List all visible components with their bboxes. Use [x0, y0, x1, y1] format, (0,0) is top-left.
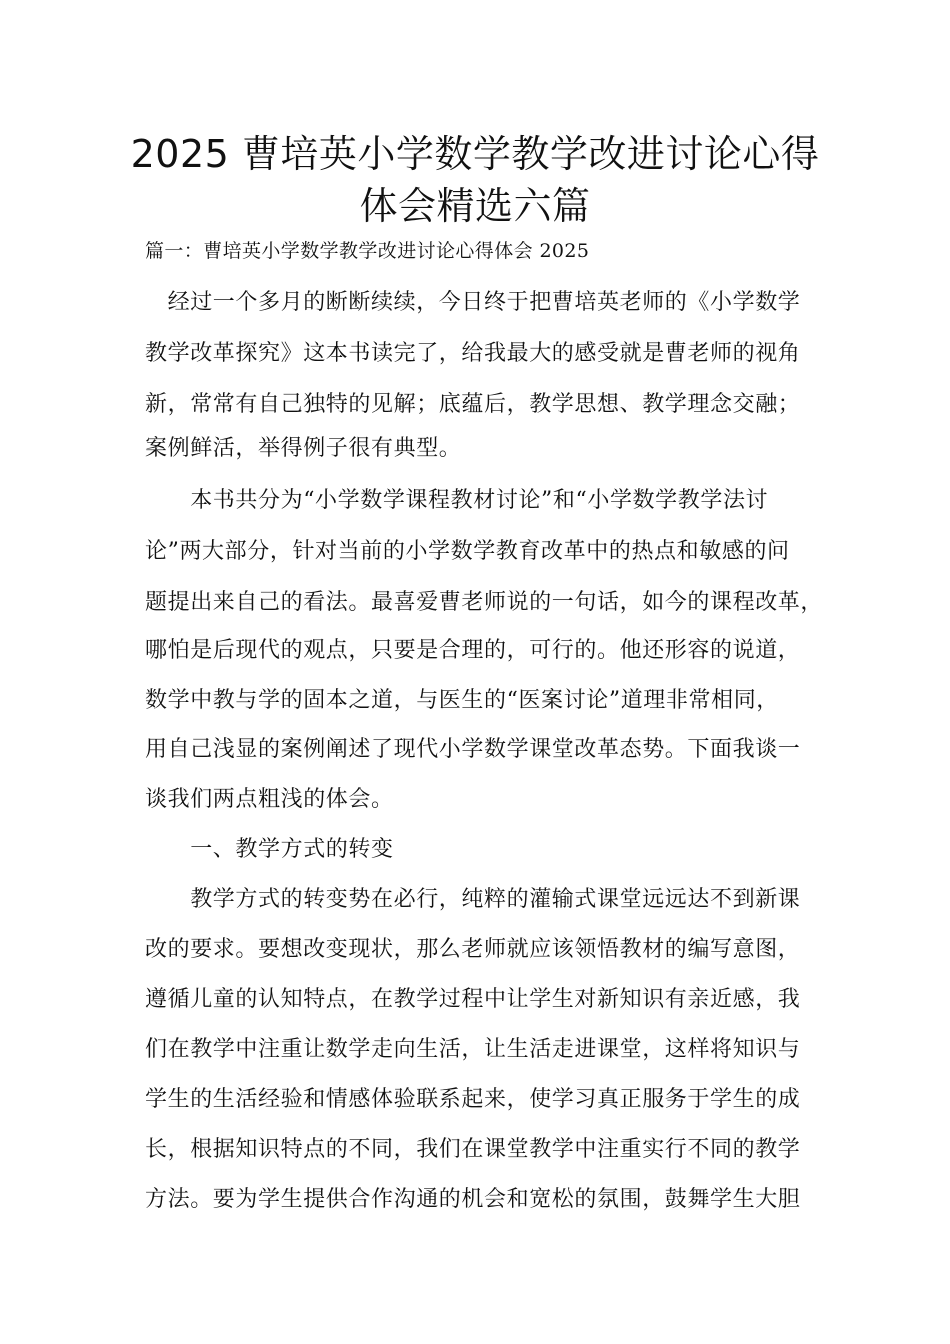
- paragraph-line: 学生的生活经验和情感体验联系起来，使学习真正服务于学生的成: [145, 1087, 801, 1112]
- paragraph-line: 经过一个多月的断断续续，今日终于把曹培英老师的《小学数学: [145, 290, 801, 315]
- paragraph-line: 案例鲜活，举得例子很有典型。: [145, 436, 462, 461]
- paragraph-line: 教学改革探究》这本书读完了，给我最大的感受就是曹老师的视角: [145, 341, 801, 366]
- paragraph-line: 们在教学中注重让数学走向生活，让生活走进课堂，这样将知识与: [145, 1037, 801, 1062]
- paragraph-line: 谈我们两点粗浅的体会。: [145, 787, 394, 812]
- paragraph-line: 教学方式的转变势在必行，纯粹的灌输式课堂远远达不到新课: [145, 887, 801, 912]
- paragraph-line: 题提出来自己的看法。最喜爱曹老师说的一句话，如今的课程改革，: [145, 590, 824, 615]
- paragraph-line: 改的要求。要想改变现状，那么老师就应该领悟教材的编写意图，: [145, 937, 801, 962]
- paragraph-line: 论”两大部分，针对当前的小学数学教育改革中的热点和敏感的问: [145, 539, 790, 564]
- paragraph-line: 遵循儿童的认知特点，在教学过程中让学生对新知识有亲近感，我: [145, 987, 801, 1012]
- paragraph-line: 本书共分为“小学数学课程教材讨论”和“小学数学教学法讨: [145, 488, 769, 513]
- document-title-line-2: 体会精选六篇: [359, 184, 591, 228]
- section-heading: 一、教学方式的转变: [145, 837, 394, 862]
- paragraph-line: 用自己浅显的案例阐述了现代小学数学课堂改革态势。下面我谈一: [145, 737, 801, 762]
- section-subtitle: 篇一：曹培英小学数学教学改进讨论心得体会 2025: [145, 240, 590, 262]
- paragraph-line: 哪怕是后现代的观点，只要是合理的，可行的。他还形容的说道，: [145, 638, 801, 663]
- paragraph-line: 数学中教与学的固本之道，与医生的“医案讨论”道理非常相同，: [145, 688, 779, 713]
- paragraph-line: 新，常常有自己独特的见解；底蕴后，教学思想、教学理念交融；: [145, 392, 801, 417]
- document-title-line-1: 2025 曹培英小学数学教学改进讨论心得: [130, 132, 820, 176]
- paragraph-line: 长，根据知识特点的不同，我们在课堂教学中注重实行不同的教学: [145, 1137, 801, 1162]
- paragraph-line: 方法。要为学生提供合作沟通的机会和宽松的氛围，鼓舞学生大胆: [145, 1187, 801, 1212]
